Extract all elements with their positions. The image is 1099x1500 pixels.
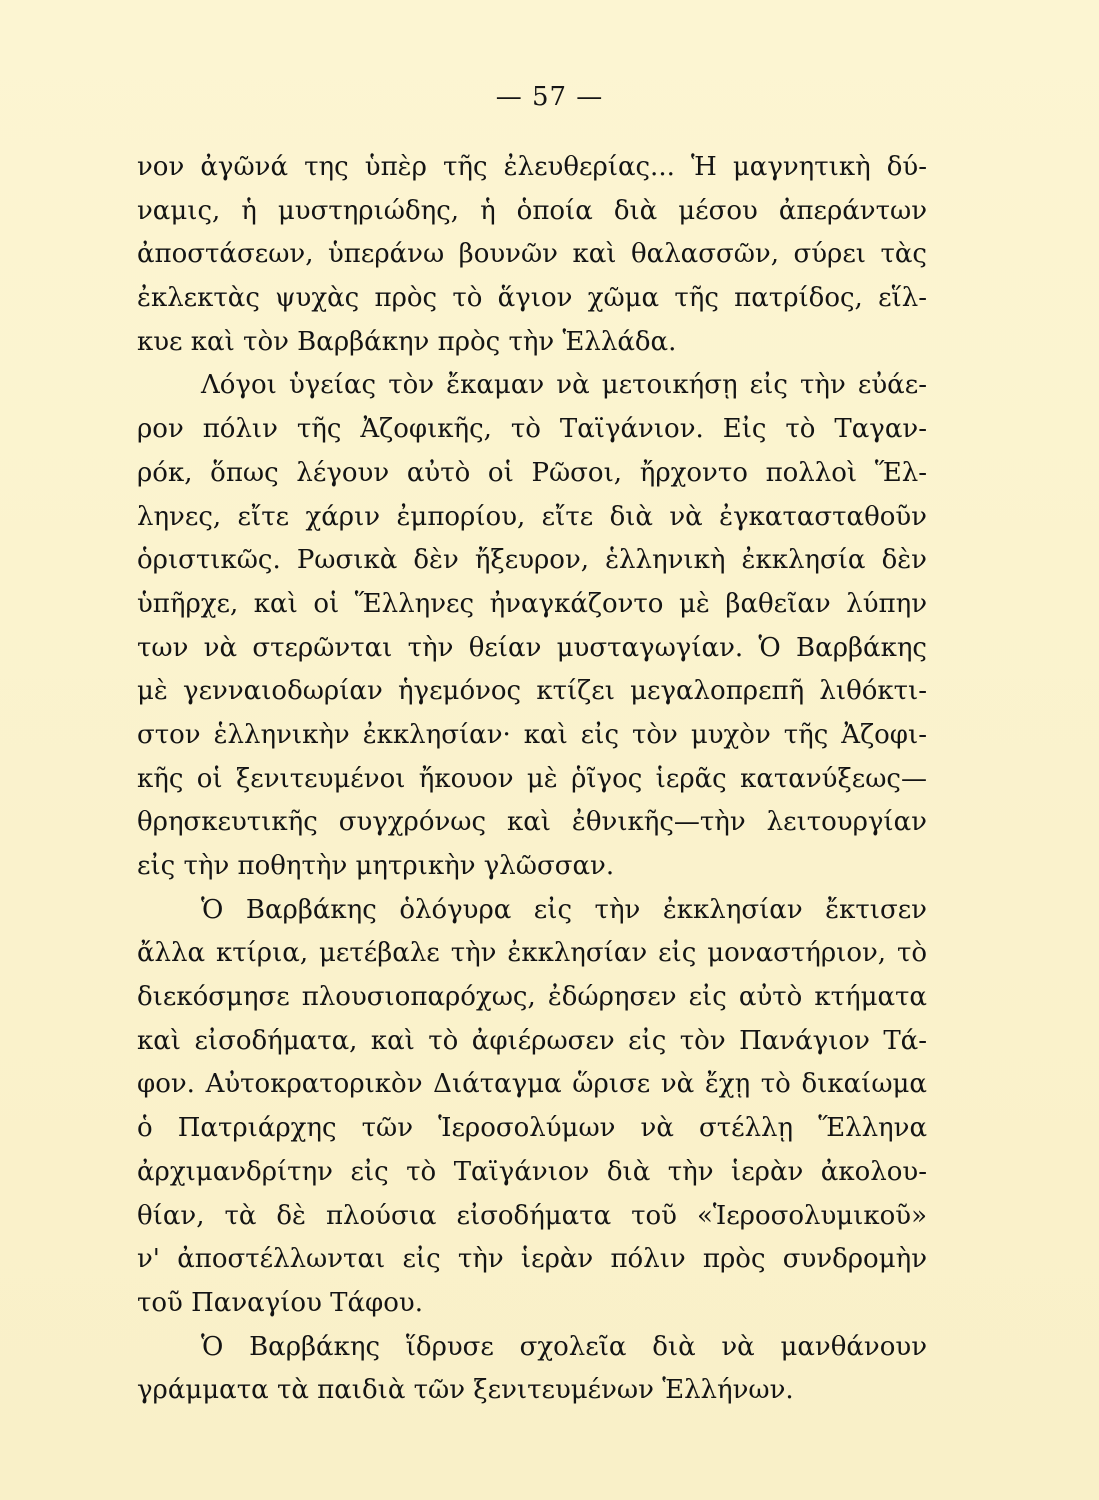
text-line: εἰς τὴν ποθητὴν μητρικὴν γλῶσσαν. bbox=[137, 851, 615, 881]
text-line: στον ἑλληνικὴν ἐκκλησίαν· καὶ εἰς τὸν μυχὸν τῆς Ἀζοφι- bbox=[137, 719, 927, 750]
text-line: νον ἀγῶνά της ὑπὲρ τῆς ἐλευθερίας... Ἡ μαγνητικὴ δύ- bbox=[137, 152, 927, 182]
text-line: ληνες, εἴτε χάριν ἐμπορίου, εἴτε διὰ νὰ ἐγκατασταθοῦν bbox=[137, 501, 927, 532]
text-line: θρησκευτικῆς συγχρόνως καὶ ἐθνικῆς—τὴν λειτουργίαν bbox=[137, 807, 927, 838]
text-line: Ὁ Βαρβάκης ἵδρυσε σχολεῖα διὰ νὰ μανθάνουν bbox=[201, 1331, 927, 1362]
text-line: ν' ἀποστέλλωνται εἰς τὴν ἱερὰν πόλιν πρὸς συνδρομὴν bbox=[137, 1244, 927, 1275]
text-line: ἀποστάσεων, ὑπεράνω βουνῶν καὶ θαλασσῶν, σύρει τὰς bbox=[137, 239, 927, 270]
text-line: Λόγοι ὑγείας τὸν ἔκαμαν νὰ μετοικήσῃ εἰς τὴν εὐάε- bbox=[201, 370, 927, 401]
text-line: Ὁ Βαρβάκης ὁλόγυρα εἰς τὴν ἐκκλησίαν ἔκτισεν bbox=[201, 894, 927, 925]
text-line: ἄλλα κτίρια, μετέβαλε τὴν ἐκκλησίαν εἰς μοναστήριον, τὸ bbox=[137, 938, 927, 969]
text-line: κυε καὶ τὸν Βαρβάκην πρὸς τὴν Ἑλλάδα. bbox=[137, 326, 677, 357]
text-line: κῆς οἱ ξενιτευμένοι ἤκουον μὲ ῥῖγος ἱερᾶς κατανύξεως— bbox=[137, 763, 927, 794]
text-line: ρον πόλιν τῆς Ἀζοφικῆς, τὸ Ταϊγάνιον. Εἰς τὸ Ταγαν- bbox=[137, 414, 927, 445]
text-line: θίαν, τὰ δὲ πλούσια εἰσοδήματα τοῦ «Ἱεροσολυμικοῦ» bbox=[137, 1200, 927, 1231]
text-line: ναμις, ἡ μυστηριώδης, ἡ ὁποία διὰ μέσου ἀπεράντων bbox=[137, 195, 927, 226]
text-line: μὲ γενναιοδωρίαν ἡγεμόνος κτίζει μεγαλοπρεπῆ λιθόκτι- bbox=[137, 676, 927, 707]
text-line: τοῦ Παναγίου Τάφου. bbox=[137, 1287, 423, 1318]
text-line: ἀρχιμανδρίτην εἰς τὸ Ταϊγάνιον διὰ τὴν ἱερὰν ἀκολου- bbox=[137, 1156, 927, 1187]
text-line: διεκόσμησε πλουσιοπαρόχως, ἐδώρησεν εἰς αὐτὸ κτήματα bbox=[137, 982, 927, 1013]
text-line: ὁριστικῶς. Ρωσικὰ δὲν ἤξευρον, ἑλληνικὴ ἐκκλησία δὲν bbox=[137, 545, 927, 576]
text-line: γράμματα τὰ παιδιὰ τῶν ξενιτευμένων Ἑλλήνων. bbox=[137, 1375, 794, 1406]
text-line: των νὰ στερῶνται τὴν θείαν μυσταγωγίαν. Ὁ Βαρβάκης bbox=[137, 632, 927, 663]
text-line: ἐκλεκτὰς ψυχὰς πρὸς τὸ ἅγιον χῶμα τῆς πατρίδος, εἵλ- bbox=[137, 283, 927, 314]
text-line: φον. Αὐτοκρατορικὸν Διάταγμα ὥρισε νὰ ἔχῃ τὸ δικαίωμα bbox=[137, 1069, 927, 1100]
page-body-text bbox=[137, 146, 927, 1413]
page-number: — 57 — bbox=[495, 82, 604, 112]
text-line: ὑπῆρχε, καὶ οἱ Ἕλληνες ἠναγκάζοντο μὲ βαθεῖαν λύπην bbox=[137, 588, 927, 619]
text-line: καὶ εἰσοδήματα, καὶ τὸ ἀφιέρωσεν εἰς τὸν Πανάγιον Τά- bbox=[137, 1025, 927, 1056]
text-line: ρόκ, ὅπως λέγουν αὐτὸ οἱ Ρῶσοι, ἤρχοντο πολλοὶ Ἕλ- bbox=[137, 457, 927, 488]
text-line: ὁ Πατριάρχης τῶν Ἱεροσολύμων νὰ στέλλῃ Ἕλληνα bbox=[137, 1113, 927, 1144]
